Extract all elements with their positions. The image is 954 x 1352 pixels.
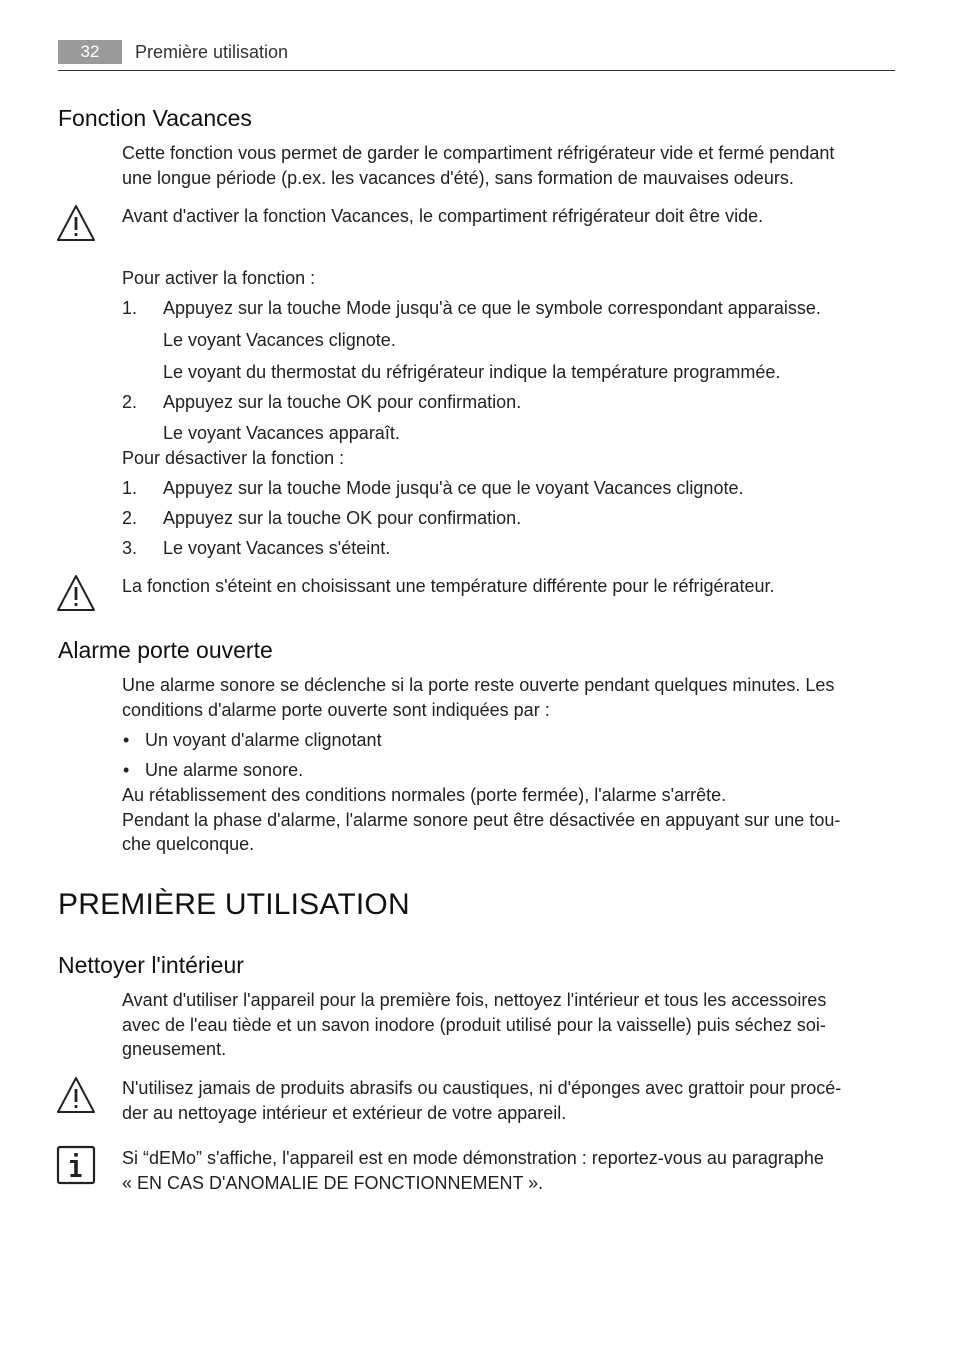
running-header-title: Première utilisation bbox=[135, 42, 289, 62]
nettoyer-intro-line: Avant d'utiliser l'appareil pour la première fois, nettoyez l'intérieur et tous les accessoires bbox=[122, 990, 827, 1010]
alarme-detail-line: Au rétablissement des conditions normales (porte fermée), l'alarme s'arrête. bbox=[122, 785, 727, 805]
header-divider bbox=[58, 70, 895, 71]
info-line: « EN CAS D'ANOMALIE DE FONCTIONNEMENT ». bbox=[122, 1172, 544, 1193]
step-text: Appuyez sur la touche Mode jusqu'à ce que le voyant Vacances clignote. bbox=[163, 478, 744, 498]
alarme-detail-line: che quelconque. bbox=[122, 834, 255, 854]
bullet-icon: • bbox=[123, 730, 130, 750]
step-result: Le voyant Vacances apparaît. bbox=[163, 423, 400, 443]
step-text: Le voyant Vacances s'éteint. bbox=[163, 538, 391, 558]
step-number: 2. bbox=[122, 392, 138, 412]
warning-text: Avant d'activer la fonction Vacances, le compartiment réfrigérateur doit être vide. bbox=[122, 206, 764, 226]
step-number: 1. bbox=[122, 478, 138, 498]
warning-line: der au nettoyage intérieur et extérieur de votre appareil. bbox=[122, 1102, 567, 1123]
warning-triangle-icon bbox=[56, 203, 96, 243]
alarme-intro-line: conditions d'alarme porte ouverte sont indiquées par : bbox=[122, 699, 550, 720]
step-number: 2. bbox=[122, 508, 138, 528]
heading-alarme-porte-ouverte: Alarme porte ouverte bbox=[58, 637, 273, 663]
nettoyer-intro-line: gneusement. bbox=[122, 1039, 227, 1059]
heading-nettoyer-interieur: Nettoyer l'intérieur bbox=[58, 952, 244, 978]
vacances-intro-line: une longue période (p.ex. les vacances d'été), sans formation de mauvaises odeurs. bbox=[122, 167, 794, 188]
page-number: 32 bbox=[58, 40, 122, 64]
warning-text: La fonction s'éteint en choisissant une température différente pour le réfrigérateur. bbox=[122, 576, 775, 596]
heading-fonction-vacances: Fonction Vacances bbox=[58, 105, 252, 131]
alarme-intro-line: Une alarme sonore se déclenche si la porte reste ouverte pendant quelques minutes. Les bbox=[122, 675, 835, 695]
vacances-intro bbox=[122, 141, 834, 190]
step-result: Le voyant Vacances clignote. bbox=[163, 330, 396, 350]
activate-label: Pour activer la fonction : bbox=[122, 268, 316, 288]
warning-line: N'utilisez jamais de produits abrasifs ou caustiques, ni d'éponges avec grattoir pour procé- bbox=[122, 1078, 842, 1098]
info-text bbox=[122, 1146, 824, 1195]
warning-triangle-icon bbox=[56, 573, 96, 613]
alarme-intro bbox=[122, 673, 834, 722]
step-number: 1. bbox=[122, 298, 138, 318]
alarme-details bbox=[122, 783, 840, 857]
list-item: Un voyant d'alarme clignotant bbox=[145, 730, 382, 750]
bullet-icon: • bbox=[123, 760, 130, 780]
step-text: Appuyez sur la touche OK pour confirmation. bbox=[163, 508, 522, 528]
vacances-intro-line: Cette fonction vous permet de garder le compartiment réfrigérateur vide et fermé pendant bbox=[122, 143, 835, 163]
warning-text bbox=[122, 1076, 841, 1125]
deactivate-label: Pour désactiver la fonction : bbox=[122, 448, 345, 468]
warning-triangle-icon bbox=[56, 1075, 96, 1115]
step-result: Le voyant du thermostat du réfrigérateur indique la température programmée. bbox=[163, 362, 781, 382]
section-title: PREMIÈRE UTILISATION bbox=[58, 888, 410, 921]
step-number: 3. bbox=[122, 538, 138, 558]
alarme-detail-line: Pendant la phase d'alarme, l'alarme sonore peut être désactivée en appuyant sur une tou- bbox=[122, 809, 841, 830]
nettoyer-intro bbox=[122, 988, 826, 1062]
info-icon bbox=[56, 1145, 96, 1185]
nettoyer-intro-line: avec de l'eau tiède et un savon inodore (produit utilisé pour la vaisselle) puis séchez soi- bbox=[122, 1014, 826, 1035]
list-item: Une alarme sonore. bbox=[145, 760, 304, 780]
step-text: Appuyez sur la touche Mode jusqu'à ce que le symbole correspondant apparaisse. bbox=[163, 298, 821, 318]
info-line: Si “dEMo” s'affiche, l'appareil est en mode démonstration : reportez-vous au paragraphe bbox=[122, 1148, 824, 1168]
step-text: Appuyez sur la touche OK pour confirmation. bbox=[163, 392, 522, 412]
